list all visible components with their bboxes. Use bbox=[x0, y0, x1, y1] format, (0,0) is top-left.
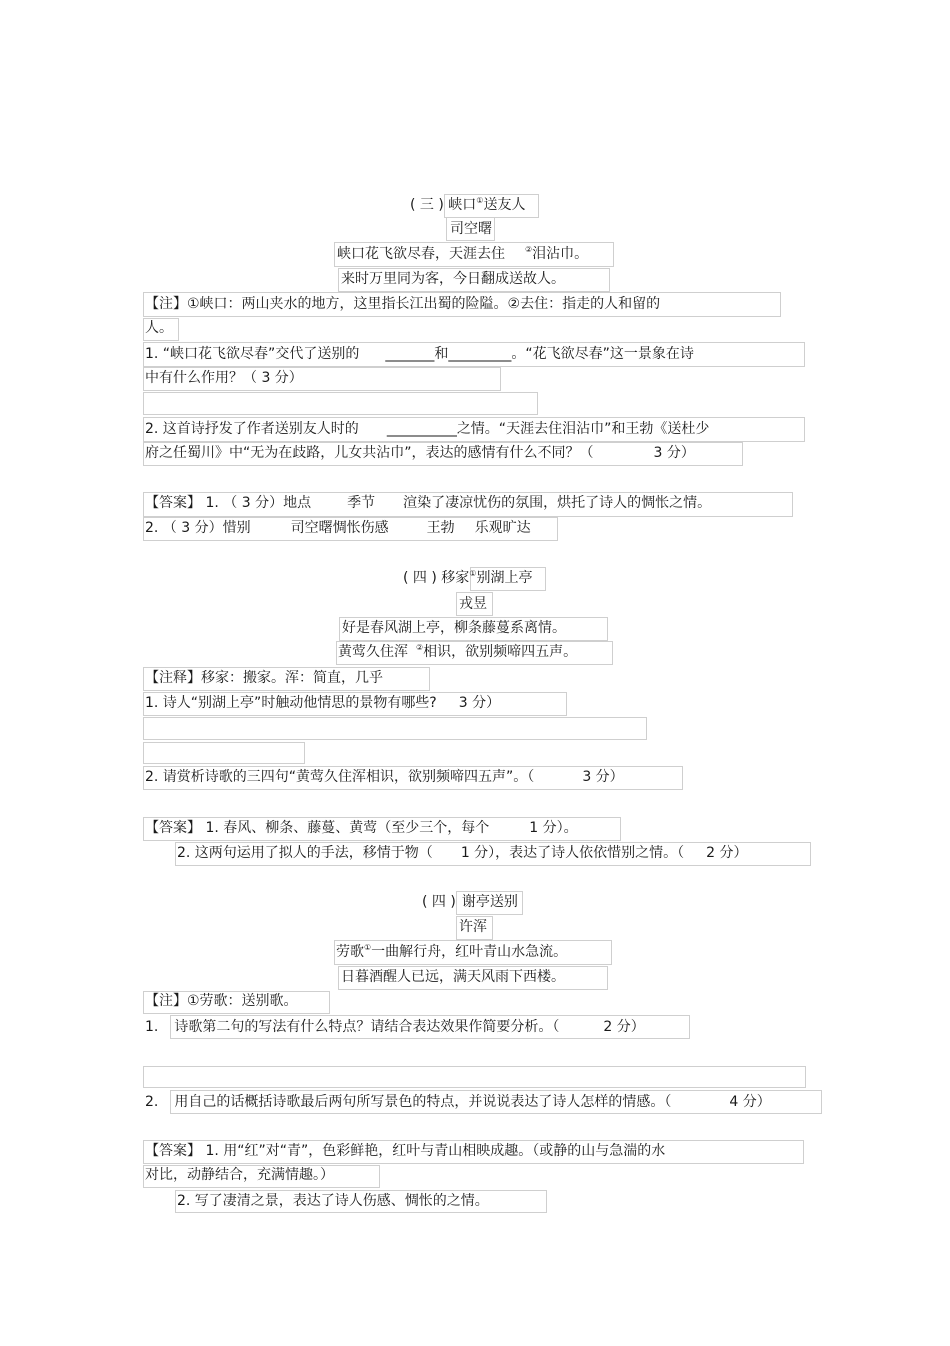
poem3-line1-a: 峡口花飞欲尽春，天涯去住 bbox=[337, 246, 505, 262]
q2-text-c: 府之任蜀川》中“无为在歧路，儿女共沾巾”，表达的感情有什么不同？（ bbox=[145, 445, 594, 461]
poem4-title bbox=[403, 568, 532, 588]
answer-area bbox=[143, 717, 647, 740]
footnote-mark: ② bbox=[416, 643, 424, 652]
poem3-line1 bbox=[337, 244, 588, 264]
answer-blank: _________ bbox=[448, 346, 512, 362]
poem3-author: 司空曙 bbox=[450, 221, 492, 237]
answer-area bbox=[143, 1066, 806, 1088]
poem3-q1 bbox=[145, 344, 694, 364]
q1-number: 1. bbox=[145, 1019, 159, 1035]
footnote-mark: ② bbox=[525, 245, 533, 254]
poem5-line1 bbox=[336, 942, 567, 962]
answer-text: 【答案】 1. 春风、柳条、藤蔓、黄莺（至少三个，每个 bbox=[145, 820, 490, 836]
q1-text: 1. 诗人“别湖上亭”时触动他情思的景物有哪些? bbox=[145, 695, 437, 711]
poem4-note: 【注释】移家：搬家。浑：简直，几乎 bbox=[145, 670, 383, 686]
answer-text: 司空曙惆怅伤感 bbox=[290, 520, 389, 536]
poem5-title bbox=[422, 892, 518, 912]
score: 3 分） bbox=[653, 445, 695, 461]
poem5-line2: 日暮酒醒人已远，满天风雨下西楼。 bbox=[341, 969, 565, 985]
poem5-author: 许浑 bbox=[459, 919, 487, 935]
poem5-answer2: 2. 写了凄清之景，表达了诗人伤感、惆怅的之情。 bbox=[177, 1193, 489, 1209]
answer-area bbox=[143, 742, 305, 764]
score: 3 分） bbox=[582, 769, 624, 785]
poem5-q2 bbox=[145, 1092, 771, 1112]
poem4-answer2 bbox=[177, 843, 748, 863]
q2-text: 2. 请赏析诗歌的三四句“黄莺久住浑相识，欲别频啼四五声”。（ bbox=[145, 769, 535, 785]
poem5-q1 bbox=[145, 1017, 645, 1037]
poem3-q1-cont: 中有什么作用？（ 3 分） bbox=[145, 370, 303, 386]
answer-text: 1 分），表达了诗人依依惜别之情。（ bbox=[460, 845, 685, 861]
q2-text: 用自己的话概括诗歌最后两句所写景色的特点，并说说表达了诗人怎样的情感。（ bbox=[174, 1094, 672, 1110]
poem5-line1-b: 一曲解行舟，红叶青山水急流。 bbox=[371, 944, 568, 960]
poem5-note: 【注】①劳歌：送别歌。 bbox=[145, 993, 298, 1009]
answer-text: 王勃 bbox=[426, 520, 455, 536]
footnote-mark: ① bbox=[476, 196, 484, 205]
poem4-line1: 好是春风湖上亭，柳条藤蔓系离情。 bbox=[342, 620, 566, 636]
poem3-q2-cont bbox=[145, 443, 695, 463]
poem3-note: 【注】①峡口：两山夹水的地方，这里指长江出蜀的险隘。②去住：指走的人和留的 bbox=[145, 296, 661, 312]
poem3-title-pre: ( 三 ) 峡口 bbox=[410, 197, 477, 213]
answer-area bbox=[143, 392, 538, 415]
q2-text-b: 之情。“天涯去住泪沾巾”和王勃《送杜少 bbox=[456, 421, 710, 437]
poem4-q1 bbox=[145, 693, 500, 713]
poem5-title-pre: ( 四 ) bbox=[422, 894, 456, 910]
answer-blank: _______ bbox=[385, 346, 435, 362]
poem3-title bbox=[410, 195, 525, 215]
q2-text: 2. 这首诗抒发了作者送别友人时的 bbox=[145, 421, 359, 437]
poem5-line1-a: 劳歌 bbox=[336, 944, 364, 960]
poem4-line2 bbox=[338, 642, 577, 662]
answer-text: 季节 bbox=[347, 495, 376, 511]
footnote-mark: ① bbox=[364, 943, 372, 952]
poem3-line2: 来时万里同为客，今日翻成送故人。 bbox=[341, 271, 565, 287]
answer-text: 2. （ 3 分）惜别 bbox=[145, 520, 251, 536]
q2-number: 2. bbox=[145, 1094, 159, 1110]
poem4-line2-a: 黄莺久住浑 bbox=[338, 644, 408, 660]
answer-blank: __________ bbox=[386, 421, 457, 437]
poem4-title-pre: ( 四 ) 移家 bbox=[403, 570, 470, 586]
score: 4 分） bbox=[729, 1094, 771, 1110]
q1-text-b: 。“花飞欲尽春”这一景象在诗 bbox=[511, 346, 694, 362]
footnote-mark: ① bbox=[469, 569, 477, 578]
poem3-line1-b: 泪沾巾。 bbox=[532, 246, 589, 262]
answer-text: 渲染了凄凉忧伤的氛围，烘托了诗人的惆怅之情。 bbox=[403, 495, 712, 511]
answer-text: 2. 这两句运用了拟人的手法，移情于物（ bbox=[177, 845, 433, 861]
poem4-answer1 bbox=[145, 818, 578, 838]
poem4-line2-b: 相识，欲别频啼四五声。 bbox=[423, 644, 578, 660]
answer-text: 2 分） bbox=[706, 845, 748, 861]
poem3-answer2 bbox=[145, 518, 531, 538]
q1-and: 和 bbox=[434, 346, 449, 362]
answer-text: 1 分）。 bbox=[529, 820, 578, 836]
poem3-title-post: 送友人 bbox=[483, 197, 526, 213]
poem3-answer1 bbox=[145, 493, 711, 513]
poem4-author: 戎昱 bbox=[459, 596, 487, 612]
q1-text: 1. “峡口花飞欲尽春”交代了送别的 bbox=[145, 346, 360, 362]
poem5-answer1: 【答案】 1. 用“红”对“青”，色彩鲜艳，红叶与青山相映成趣。（或静的山与急湍的水 bbox=[145, 1143, 666, 1159]
poem4-q2 bbox=[145, 767, 624, 787]
score: 3 分） bbox=[458, 695, 501, 711]
q1-text: 诗歌第二句的写法有什么特点？请结合表达效果作简要分析。（ bbox=[174, 1019, 560, 1035]
poem3-q2 bbox=[145, 419, 709, 439]
poem5-title-post: 谢亭送别 bbox=[461, 894, 518, 910]
poem4-title-post: 别湖上亭 bbox=[476, 570, 533, 586]
poem3-note-cont: 人。 bbox=[145, 320, 173, 336]
poem5-answer1-cont: 对比，动静结合，充满情趣。） bbox=[145, 1167, 334, 1183]
answer-text: 乐观旷达 bbox=[474, 520, 531, 536]
score: 2 分） bbox=[603, 1019, 645, 1035]
answer-text: 【答案】 1. （ 3 分）地点 bbox=[145, 495, 312, 511]
